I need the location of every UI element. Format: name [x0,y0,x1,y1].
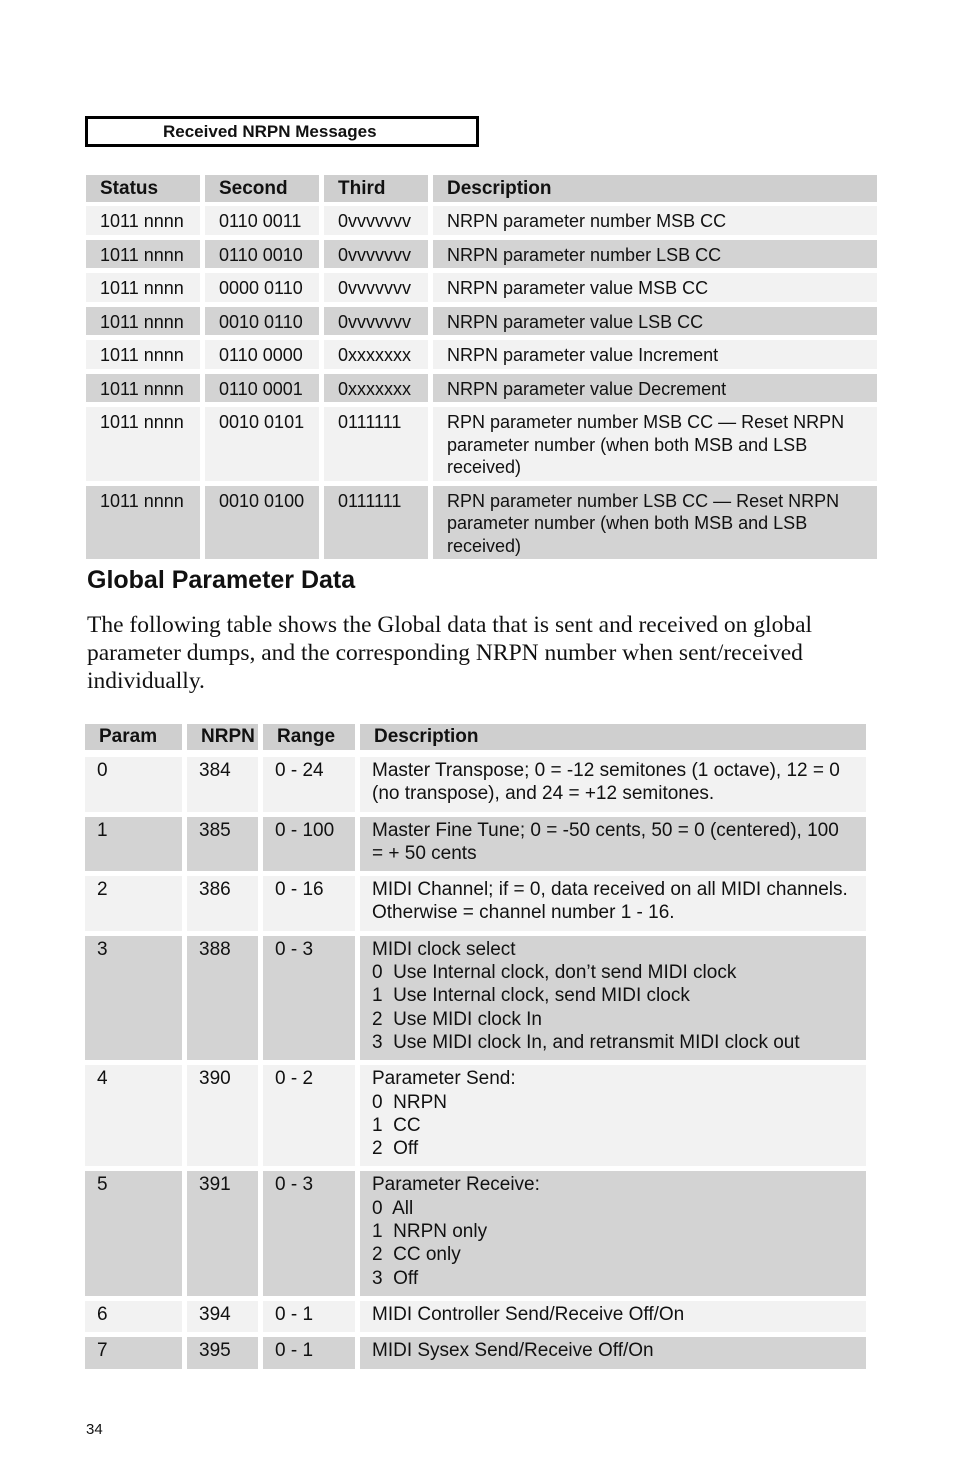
table-row [85,817,866,877]
nrpn-cell: 384 [187,757,258,817]
second-cell: 0110 0010 [205,240,319,274]
param-cell: 5 [85,1171,182,1300]
column-header: Range [263,724,355,757]
param-cell: 3 [85,936,182,1065]
column-header: Param [85,724,182,757]
column-header: Status [86,175,200,206]
status-cell: 1011 nnnn [86,486,200,565]
param-cell: 2 [85,876,182,936]
range-cell: 0 - 3 [263,1171,355,1300]
description-line: Parameter Send: [372,1068,516,1090]
third-cell: 0xxxxxxx [324,340,428,374]
second-cell: 0010 0100 [205,486,319,565]
table-row [85,757,866,817]
column-header: Second [205,175,319,206]
table-row [85,876,866,936]
status-cell: 1011 nnnn [86,340,200,374]
nrpn-cell: 388 [187,936,258,1065]
description-line: 3 Off [372,1267,419,1289]
description-line: 0 All [372,1197,414,1219]
page-number: 34 [86,1421,103,1438]
description-cell: NRPN parameter number MSB CC [433,206,877,240]
param-cell: 7 [85,1337,182,1373]
table-header-row [86,175,877,206]
status-cell: 1011 nnnn [86,206,200,240]
range-cell: 0 - 3 [263,936,355,1065]
range-cell: 0 - 2 [263,1065,355,1171]
table-row [85,1337,866,1373]
description-line: MIDI Sysex Send/Receive Off/On [372,1340,654,1362]
third-cell: 0111111 [324,407,428,486]
table-row [86,240,877,274]
nrpn-messages-table [81,175,882,564]
second-cell: 0110 0000 [205,340,319,374]
table-row [85,1301,866,1337]
description-cell [360,1065,866,1171]
nrpn-cell: 390 [187,1065,258,1171]
param-cell: 4 [85,1065,182,1171]
second-cell: 0110 0001 [205,374,319,408]
second-cell: 0110 0011 [205,206,319,240]
status-cell: 1011 nnnn [86,374,200,408]
description-cell [360,757,866,817]
range-cell: 0 - 100 [263,817,355,877]
description-line: Parameter Receive: [372,1174,540,1196]
table-row [86,307,877,341]
table-row [85,1171,866,1300]
nrpn-cell: 391 [187,1171,258,1300]
range-cell: 0 - 16 [263,876,355,936]
description-line: 2 Use MIDI clock In [372,1008,542,1030]
table-row [85,1065,866,1171]
second-cell: 0010 0110 [205,307,319,341]
description-line: MIDI Controller Send/Receive Off/On [372,1303,685,1325]
description-line: Master Fine Tune; 0 = -50 cents, 50 = 0 (centered), 100 = + 50 cents [372,819,839,864]
param-cell: 0 [85,757,182,817]
param-cell: 1 [85,817,182,877]
third-cell: 0vvvvvvv [324,206,428,240]
table-row [86,273,877,307]
description-line: 0 Use Internal clock, don’t send MIDI clock [372,962,737,984]
third-cell: 0vvvvvvv [324,240,428,274]
range-cell: 0 - 24 [263,757,355,817]
nrpn-cell: 385 [187,817,258,877]
description-line: 2 Off [372,1138,419,1160]
column-header: Third [324,175,428,206]
nrpn-cell: 394 [187,1301,258,1337]
description-cell [360,1337,866,1373]
description-line: 1 NRPN only [372,1221,488,1243]
description-line: 0 NRPN [372,1091,447,1113]
description-cell [360,1301,866,1337]
description-cell [360,876,866,936]
description-cell [360,817,866,877]
description-cell [360,936,866,1065]
table-row [86,407,877,486]
third-cell: 0vvvvvvv [324,307,428,341]
status-cell: 1011 nnnn [86,240,200,274]
description-cell: NRPN parameter number LSB CC [433,240,877,274]
description-cell: NRPN parameter value Increment [433,340,877,374]
column-header: Description [433,175,877,206]
description-line: 1 CC [372,1114,421,1136]
intro-paragraph: The following table shows the Global data that is sent and received on global parameter dumps, and the corresponding NRPN number when sent/received individually. [87,612,813,694]
column-header: NRPN [187,724,258,757]
table-row [86,206,877,240]
table-row [86,486,877,565]
third-cell: 0vvvvvvv [324,273,428,307]
table-row [86,340,877,374]
range-cell: 0 - 1 [263,1301,355,1337]
second-cell: 0000 0110 [205,273,319,307]
description-line: 1 Use Internal clock, send MIDI clock [372,985,690,1007]
column-header: Description [360,724,866,757]
third-cell: 0xxxxxxx [324,374,428,408]
description-line: 2 CC only [372,1244,461,1266]
description-cell [360,1171,866,1300]
range-cell: 0 - 1 [263,1337,355,1373]
description-line: MIDI Channel; if = 0, data received on all MIDI channels. Otherwise = channel number 1 - 16. [372,879,848,924]
description-line: Master Transpose; 0 = -12 semitones (1 octave), 12 = 0 (no transpose), and 24 = +12 semitones. [372,760,840,805]
description-cell: RPN parameter number LSB CC — Reset NRPN parameter number (when both MSB and LSB received) [433,486,877,565]
third-cell: 0111111 [324,486,428,565]
section-heading: Global Parameter Data [87,566,356,594]
param-cell: 6 [85,1301,182,1337]
description-cell: RPN parameter number MSB CC — Reset NRPN parameter number (when both MSB and LSB received) [433,407,877,486]
description-cell: NRPN parameter value Decrement [433,374,877,408]
nrpn-cell: 386 [187,876,258,936]
nrpn-cell: 395 [187,1337,258,1373]
description-cell: NRPN parameter value MSB CC [433,273,877,307]
global-parameter-table [80,724,871,1374]
table-row [85,936,866,1065]
status-cell: 1011 nnnn [86,307,200,341]
status-cell: 1011 nnnn [86,273,200,307]
table-row [86,374,877,408]
description-line: 3 Use MIDI clock In, and retransmit MIDI clock out [372,1031,800,1053]
second-cell: 0010 0101 [205,407,319,486]
status-cell: 1011 nnnn [86,407,200,486]
table-header-row [85,724,866,757]
nrpn-table-title: Received NRPN Messages [85,116,479,147]
description-line: MIDI clock select [372,938,516,960]
description-cell: NRPN parameter value LSB CC [433,307,877,341]
